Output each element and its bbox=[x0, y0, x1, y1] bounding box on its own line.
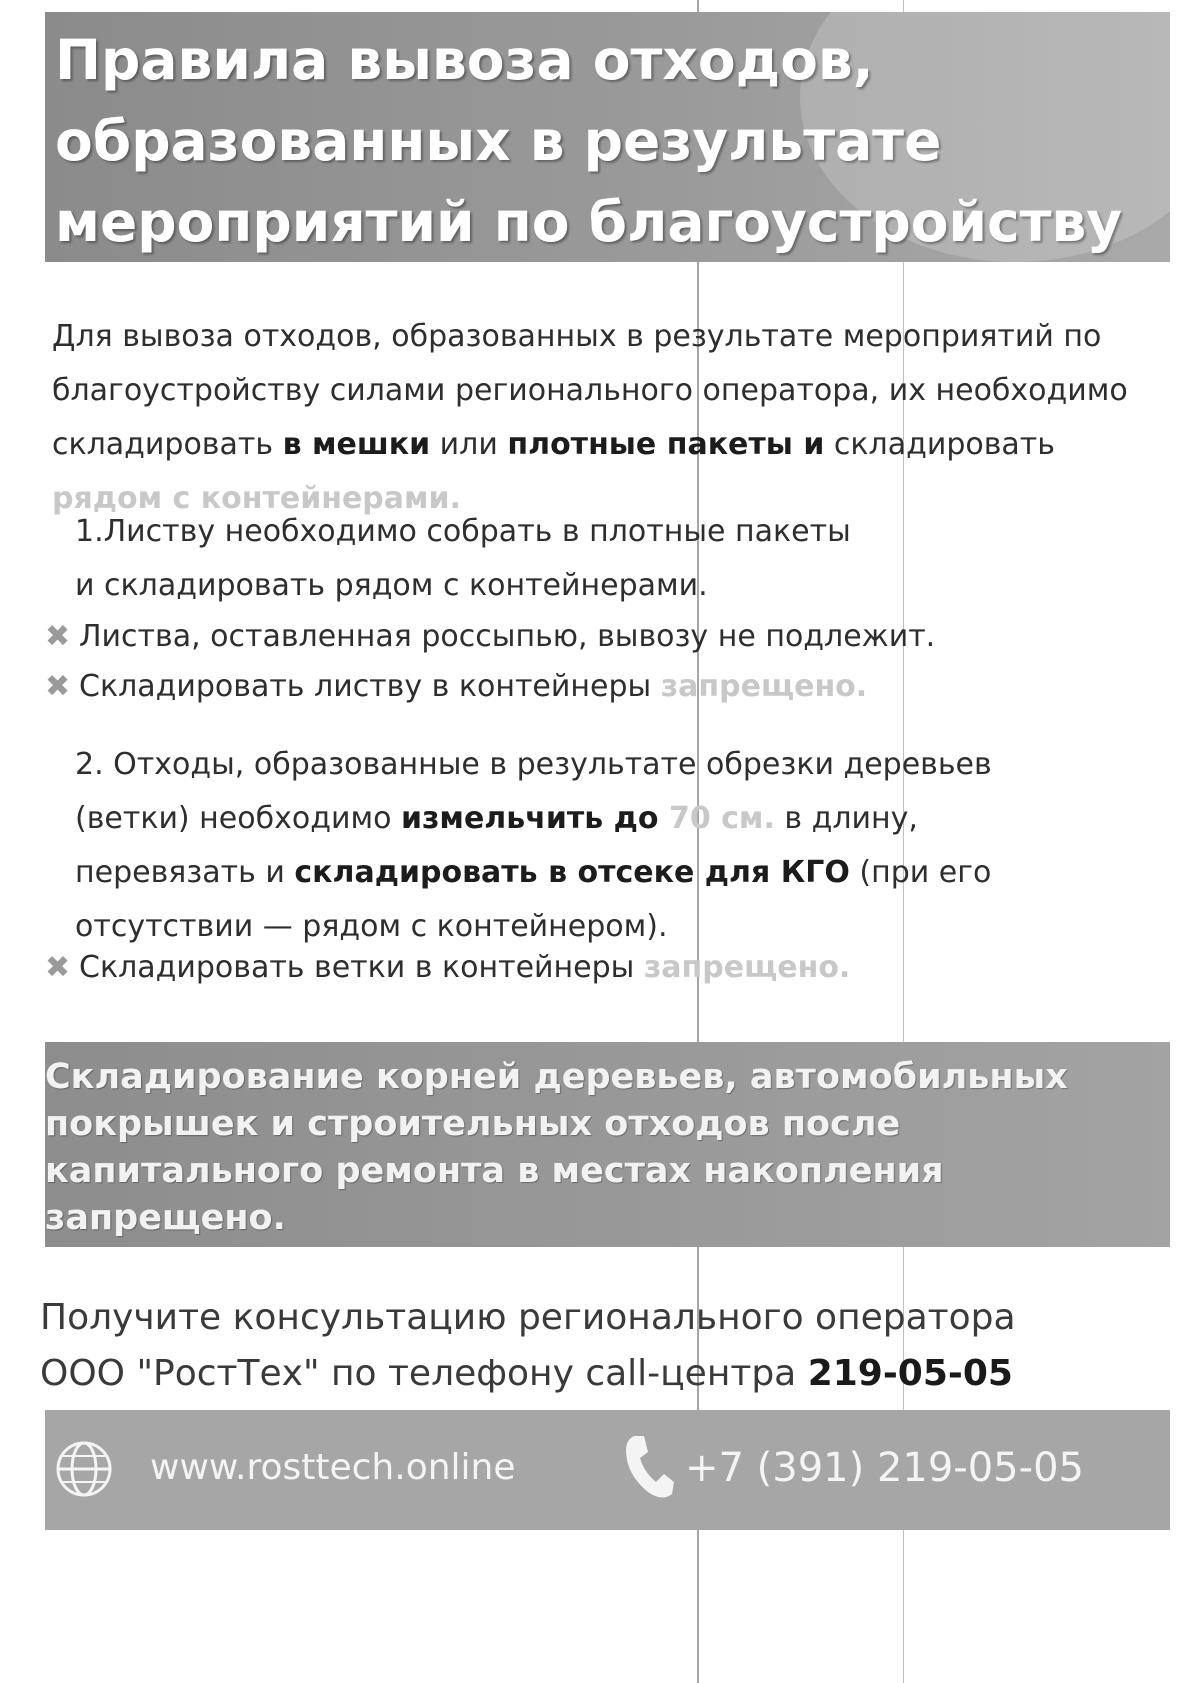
list-item-text: в длину, перевязать и bbox=[75, 801, 918, 890]
title-line: образованных в результате bbox=[55, 109, 942, 173]
intro-bold: плотные пакеты и bbox=[507, 427, 825, 462]
prohibition-text: Листва, оставленная россыпью, вывозу не подлежит. bbox=[79, 619, 936, 654]
list-item-leaves bbox=[75, 505, 875, 613]
prohibition-line bbox=[45, 662, 867, 712]
warning-line: капитального ремонта в местах накопления bbox=[45, 1151, 944, 1191]
cross-icon: ✖ bbox=[45, 950, 71, 985]
intro-paragraph bbox=[52, 310, 1132, 526]
prohibition-faded: запрещено. bbox=[643, 950, 851, 985]
intro-text: Для вывоза отходов, образованных в результате мероприятий по благоустройству силами регионального оператора, их необходимо складировать bbox=[52, 319, 1128, 462]
warning-line: покрышек и строительных отходов после bbox=[45, 1104, 901, 1144]
title-line: мероприятий по благоустройству bbox=[55, 190, 1123, 254]
header-banner bbox=[45, 12, 1170, 262]
list-item-branches bbox=[75, 738, 1105, 954]
prohibition-line bbox=[45, 943, 850, 993]
consultation-line: Получите консультацию регионального оператора bbox=[40, 1297, 1016, 1338]
list-item-text: 2. Отходы, образованные в результате обрезки деревьев (ветки) необходимо bbox=[75, 747, 992, 836]
prohibition-text: Складировать ветки в контейнеры bbox=[79, 950, 644, 985]
prohibition-text: Складировать листву в контейнеры bbox=[79, 669, 661, 704]
consultation-line bbox=[40, 1346, 1140, 1402]
warning-line: Складирование корней деревьев, автомобильных bbox=[45, 1057, 1068, 1097]
list-item-text: (при его отсутствии — рядом с контейнером). bbox=[75, 855, 992, 944]
cross-icon: ✖ bbox=[45, 619, 71, 654]
list-item-faded: 70 см. bbox=[658, 801, 775, 836]
consultation-block bbox=[40, 1290, 1140, 1402]
prohibition-faded: запрещено. bbox=[660, 669, 868, 704]
footer-banner bbox=[45, 1410, 1170, 1530]
phone-icon bbox=[620, 1432, 676, 1502]
list-item-bold: складировать в отсеке для КГО bbox=[294, 855, 850, 890]
intro-text: складировать bbox=[824, 427, 1055, 462]
intro-text: или bbox=[430, 427, 508, 462]
warning-banner bbox=[45, 1042, 1170, 1247]
intro-bold: в мешки bbox=[282, 427, 431, 462]
cross-icon: ✖ bbox=[45, 669, 71, 704]
warning-text bbox=[45, 1054, 1165, 1242]
website-link[interactable]: www.rosttech.online bbox=[150, 1447, 516, 1488]
consultation-text: ООО "РостТех" по телефону call-центра bbox=[40, 1353, 808, 1394]
intro-faded: рядом с контейнерами. bbox=[52, 481, 461, 516]
prohibition-line bbox=[45, 612, 935, 662]
warning-line: запрещено. bbox=[45, 1198, 286, 1238]
call-center-phone: 219-05-05 bbox=[807, 1353, 1013, 1394]
list-item-bold: измельчить до bbox=[400, 801, 659, 836]
page-title bbox=[55, 20, 1170, 262]
globe-icon bbox=[55, 1440, 113, 1498]
title-line: Правила вывоза отходов, bbox=[55, 28, 874, 92]
list-item-text: 1.Листву необходимо собрать в плотные пакеты и складировать рядом с контейнерами. bbox=[75, 514, 851, 603]
footer-phone-number[interactable]: +7 (391) 219-05-05 bbox=[685, 1445, 1084, 1491]
